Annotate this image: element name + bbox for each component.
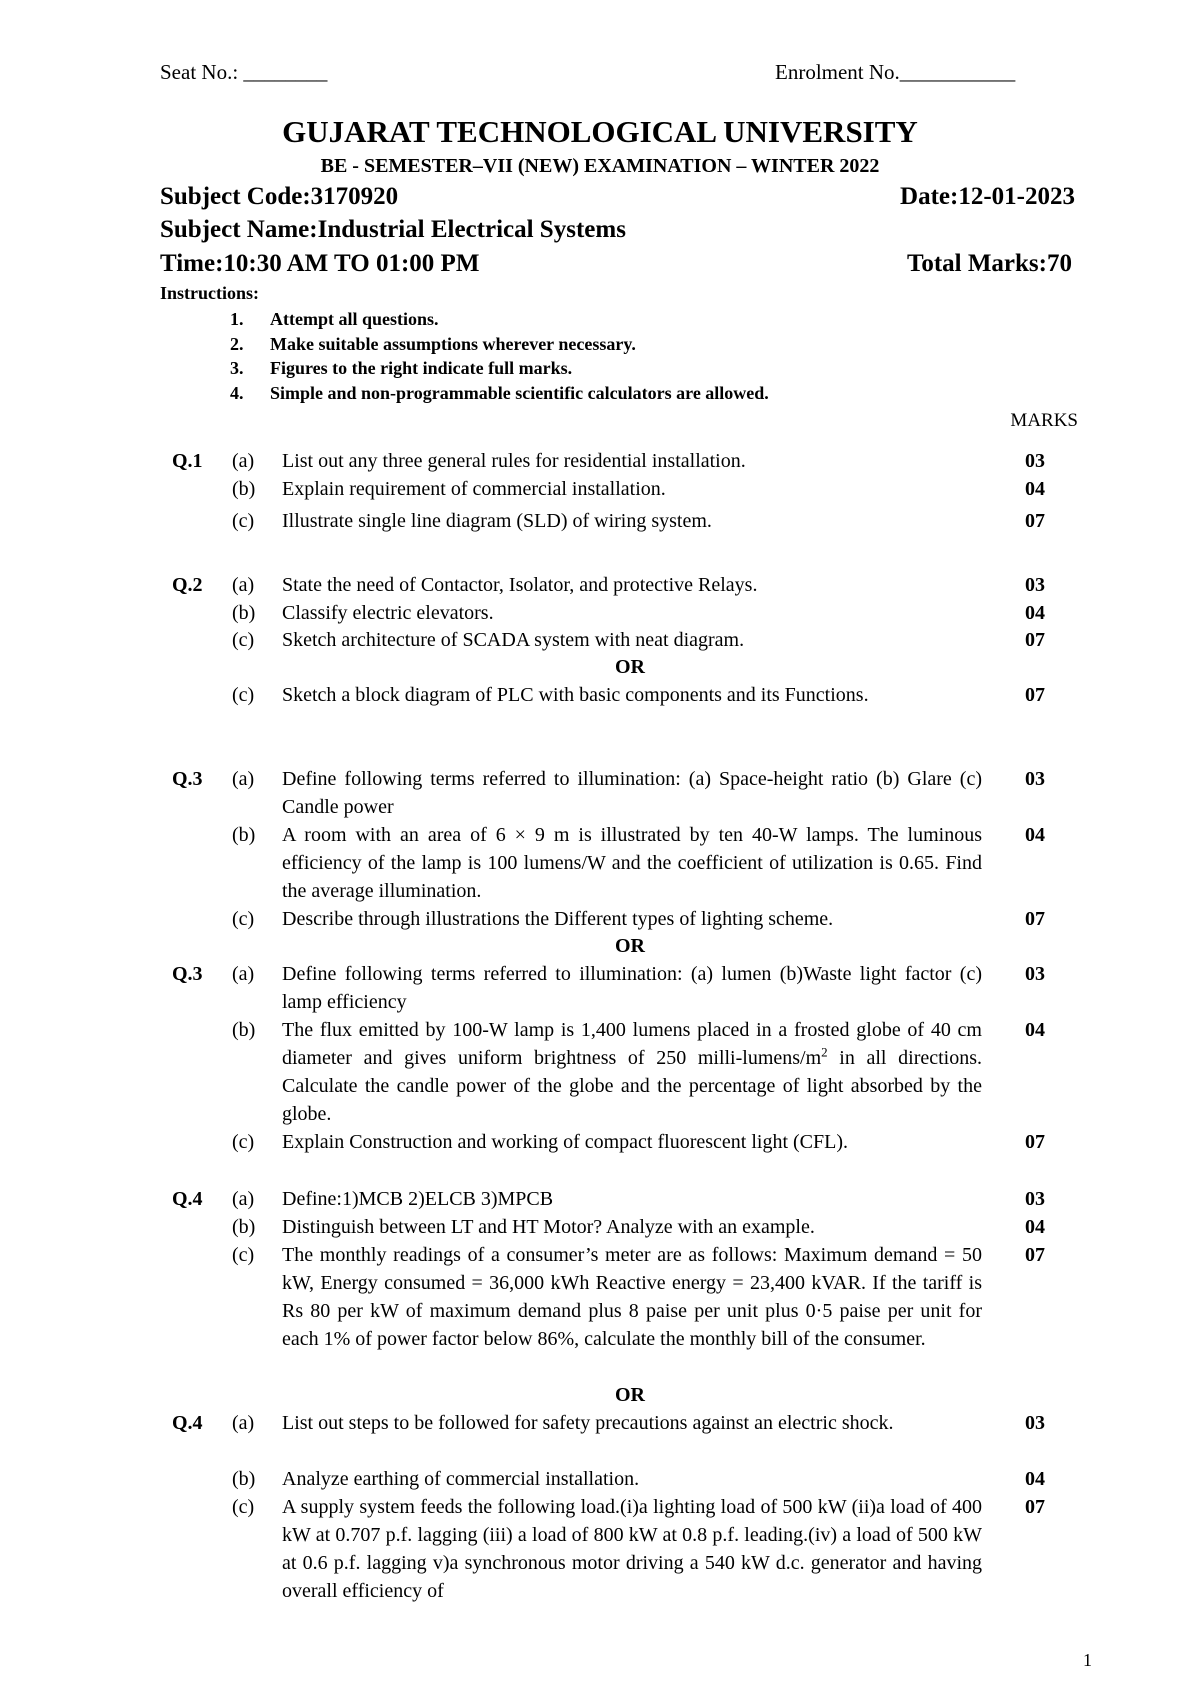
subject-code: Subject Code:3170920 <box>160 183 399 210</box>
question-text: Illustrate single line diagram (SLD) of wiring system. <box>282 510 712 532</box>
question-marks: 07 <box>1025 908 1045 930</box>
question-part: (b) <box>232 1216 256 1238</box>
subject-name: Subject Name:Industrial Electrical Systems <box>160 216 626 243</box>
question-text: List out steps to be followed for safety precautions against an electric shock. <box>282 1412 894 1434</box>
question-marks: 07 <box>1025 1131 1045 1153</box>
question-text: Sketch architecture of SCADA system with neat diagram. <box>282 629 745 651</box>
question-text: Define following terms referred to illumination: (a) Space-height ratio (b) Glare (c) Candle power <box>282 768 982 818</box>
question-number: Q.4 <box>172 1188 203 1210</box>
question-marks: 07 <box>1025 1244 1045 1266</box>
question-text: Analyze earthing of commercial installation. <box>282 1468 640 1490</box>
question-text: A room with an area of 6 × 9 m is illustrated by ten 40-W lamps. The luminous efficiency of the lamp is 100 lumens/W and the coefficient of utilization is 0.65. Find the average illumination. <box>282 824 982 902</box>
question-text: Explain Construction and working of compact fluorescent light (CFL). <box>282 1131 848 1153</box>
question-text: Define:1)MCB 2)ELCB 3)MPCB <box>282 1188 554 1210</box>
question-text: Classify electric elevators. <box>282 602 494 624</box>
question-marks: 03 <box>1025 574 1045 596</box>
exam-title: BE - SEMESTER–VII (NEW) EXAMINATION – WINTER 2022 <box>320 155 880 177</box>
question-number: Q.3 <box>172 963 203 985</box>
question-part: (c) <box>232 510 255 532</box>
or-separator: OR <box>615 935 645 957</box>
question-number: Q.3 <box>172 768 203 790</box>
question-marks: 03 <box>1025 963 1045 985</box>
question-part: (a) <box>232 963 255 985</box>
marks-column-heading: MARKS <box>1010 410 1078 431</box>
question-text: Describe through illustrations the Different types of lighting scheme. <box>282 908 834 930</box>
question-marks: 04 <box>1025 1216 1045 1238</box>
question-marks: 04 <box>1025 478 1045 500</box>
question-part: (c) <box>232 629 255 651</box>
question-text: Explain requirement of commercial installation. <box>282 478 666 500</box>
question-marks: 04 <box>1025 1019 1045 1041</box>
instructions-heading: Instructions: <box>160 283 260 303</box>
question-part: (b) <box>232 824 256 846</box>
question-part: (a) <box>232 1188 255 1210</box>
question-part: (a) <box>232 1412 255 1434</box>
question-text: Sketch a block diagram of PLC with basic components and its Functions. <box>282 684 869 706</box>
question-part: (a) <box>232 574 255 596</box>
question-marks: 04 <box>1025 1468 1045 1490</box>
question-number: Q.1 <box>172 450 203 472</box>
question-number: Q.4 <box>172 1412 203 1434</box>
question-marks: 07 <box>1025 629 1045 651</box>
question-part: (a) <box>232 450 255 472</box>
question-part: (c) <box>232 684 255 706</box>
question-part: (c) <box>232 1131 255 1153</box>
total-marks: Total Marks:70 <box>906 250 1072 277</box>
question-text: List out any three general rules for residential installation. <box>282 450 746 472</box>
question-part: (c) <box>232 908 255 930</box>
superscript: 2 <box>821 1044 828 1060</box>
question-text: The flux emitted by 100-W lamp is 1,400 lumens placed in a frosted globe of 40 cm diameter and gives uniform brightness of 250 milli-$lumens/m^2$ in all directions. Calculate the candle power of the globe and the percentage of light absorbed by the globe. <box>282 1019 982 1125</box>
question-number: Q.2 <box>172 574 203 596</box>
seat-number-field: Seat No.: ________ <box>160 60 328 84</box>
or-separator: OR <box>615 1384 645 1406</box>
page-number: 1 <box>1083 1650 1092 1670</box>
question-marks: 07 <box>1025 684 1045 706</box>
university-title: GUJARAT TECHNOLOGICAL UNIVERSITY <box>282 114 918 149</box>
question-marks: 04 <box>1025 602 1045 624</box>
question-text: A supply system feeds the following load.(i)a lighting load of 500 kW (ii)a load of 400 kW at 0.707 p.f. lagging (iii) a load of 800 kW at 0.8 p.f. leading.(iv) a load of 500 kW at 0.6 p.f. lagging v)a synchronous motor driving a 540 kW d.c. generator and having overall efficiency of <box>282 1496 982 1602</box>
exam-paper-page: Seat No.: ________ Enrolment No.___________ GUJARAT TECHNOLOGICAL UNIVERSITY BE - SEMESTER–VII (NEW) EXAMINATION – WINTER 2022 Subject Code:3170920 Date:12-01-2023 Subject Name:Industrial Electrical Systems Time:10:30 AM TO 01:00 PM Total Marks:70 Instructions: 1. Attempt all questions. 2. Make suitable assumptions wherever necessary. 3. Figures to the right indicate full marks. 4. Simple and non-programmable scientific calculators are allowed. MARKS Q.1 (a) List out any three general rules for residential installation. 03 (b) Explain requirement of commercial installation. 04 (c) Illustrate single line diagram (SLD) of wiring system. 07 Q.2 (a) State the need of Contactor, Isolator, and protective Relays. 03 (b) Classify electric elevators. 04 (c) Sketch architecture of SCADA system with neat diagram. 07 OR (c) Sketch a block diagram of PLC with basic components and its Functions. 07 Q.3 (a) Define following terms referred to illumination: (a) Space-height ratio (b) Glare (c) Candle power 03 (b) A room with an area of 6 × 9 m is illustrated by ten 40-W lamps. The luminous efficiency of the lamp is 100 lumens/W and the coefficient of utilization is 0.65. Find the average illumination. 04 (c) Describe through illustrations the Different types of lighting scheme. 07 OR Q.3 (a) Define following terms referred to illumination: (a) lumen (b)Waste light factor (c) lamp efficiency 03 (b) The flux emitted by 100-W lamp is 1,400 lumens placed in a frosted globe of 40 cm diameter and gives uniform brightness of 250 milli-$lumens/m^2$ in all directions. Calculate the candle power of the globe and the percentage of light absorbed by the globe. 04 (c) Explain Construction and working of compact fluorescent light (CFL). 07 Q.4 (a) Define:1)MCB 2)ELCB 3)MPCB 03 (b) Distinguish between LT and HT Motor? Analyze with an example. 04 (c) The monthly readings of a consumer’s meter are as follows: Maximum demand = 50 kW, Energy consumed = 36,000 kWh Reactive energy = 23,400 kVAR. If the tariff is Rs 80 per kW of maximum demand plus 8 paise per unit plus 0·5 paise per unit for each 1% of power factor below 86%, calculate the monthly bill of the consumer. 07 OR Q.4 (a) List out steps to be followed for safety precautions against an electric shock. 03 (b) Analyze earthing of commercial installation. 04 (c) A supply system feeds the following load.(i)a lighting load of 500 kW (ii)a load of 400 kW at 0.707 p.f. lagging (iii) a load of 800 kW at 0.8 p.f. leading.(iv) a load of 500 kW at 0.6 p.f. lagging v)a synchronous motor driving a 540 kW d.c. generator and having overall efficiency of 07 1 <box>0 0 1200 1696</box>
question-marks: 03 <box>1025 1188 1045 1210</box>
question-text: The monthly readings of a consumer’s meter are as follows: Maximum demand = 50 kW, Energy consumed = 36,000 kWh Reactive energy = 23,400 kVAR. If the tariff is Rs 80 per kW of maximum demand plus 8 paise per unit plus 0·5 paise per unit for each 1% of power factor below 86%, calculate the monthly bill of the consumer. <box>282 1244 982 1350</box>
question-text: Distinguish between LT and HT Motor? Analyze with an example. <box>282 1216 815 1238</box>
enrolment-number-field: Enrolment No.___________ <box>775 60 1016 84</box>
exam-date: Date:12-01-2023 <box>900 183 1075 210</box>
question-text: Define following terms referred to illumination: (a) lumen (b)Waste light factor (c) lamp efficiency <box>282 963 982 1013</box>
question-marks: 03 <box>1025 1412 1045 1434</box>
question-text: State the need of Contactor, Isolator, and protective Relays. <box>282 574 758 596</box>
or-separator: OR <box>615 656 645 678</box>
question-marks: 07 <box>1025 1496 1045 1518</box>
question-part: (a) <box>232 768 255 790</box>
exam-time: Time:10:30 AM TO 01:00 PM <box>160 250 480 277</box>
question-part: (c) <box>232 1244 255 1266</box>
question-marks: 03 <box>1025 450 1045 472</box>
question-marks: 03 <box>1025 768 1045 790</box>
question-marks: 07 <box>1025 510 1045 532</box>
question-part: (b) <box>232 1019 256 1041</box>
question-part: (b) <box>232 1468 256 1490</box>
question-part: (b) <box>232 478 256 500</box>
question-part: (b) <box>232 602 256 624</box>
question-marks: 04 <box>1025 824 1045 846</box>
question-part: (c) <box>232 1496 255 1518</box>
